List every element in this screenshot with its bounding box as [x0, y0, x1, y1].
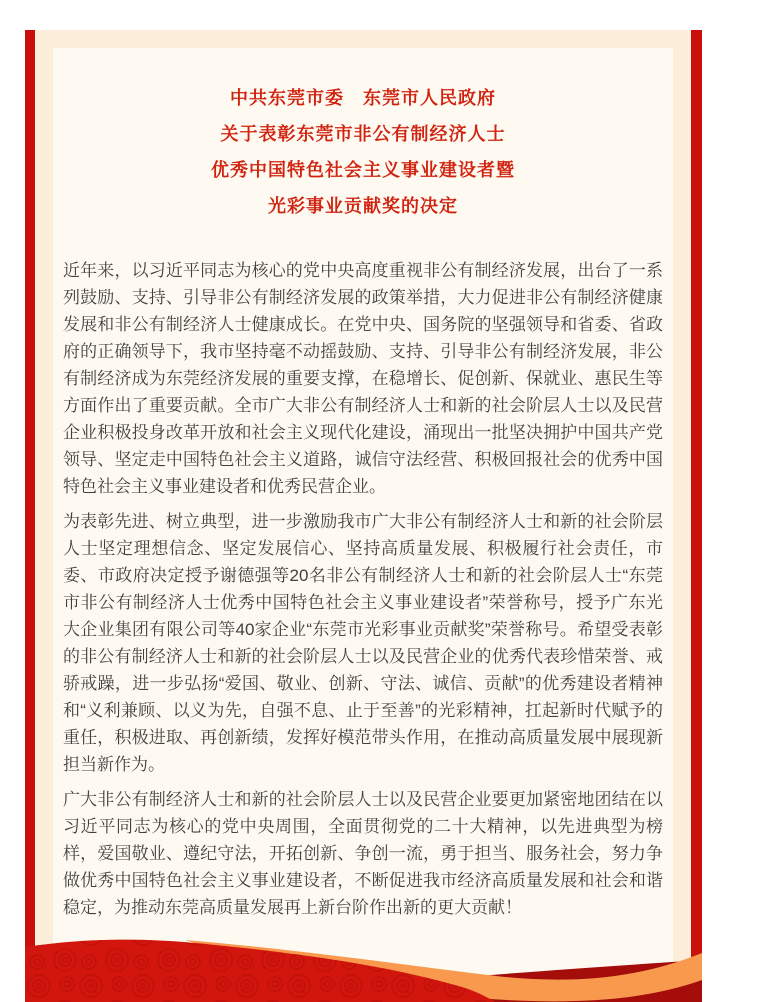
- document-title-line: 中共东莞市委 东莞市人民政府: [230, 88, 496, 108]
- cream-card: [35, 30, 691, 1002]
- body-paragraph: 为表彰先进、树立典型，进一步激励我市广大非公有制经济人士和新的社会阶层人士坚定理想信念、坚定发展信心、坚持高质量发展、积极履行社会责任，市委、市政府决定授予谢德强等20名非公有制经济人士和新的社会阶层人士“东莞市非公有制经济人士优秀中国特色社会主义事业建设者”荣誉称号，授予广东光大企业集团有限公司等40家企业“东莞市光彩事业贡献奖”荣誉称号。希望受表彰的非公有制经济人士和新的社会阶层人士以及民营企业的优秀代表珍惜荣誉、戒骄戒躁，进一步弘扬“爱国、敬业、创新、守法、诚信、贡献”的优秀建设者精神和“义利兼顾、以义为先，自强不息、止于至善”的光彩精神，扛起新时代赋予的重任，积极进取、再创新绩，发挥好模范带头作用，在推动高质量发展中展现新担当新作为。: [63, 512, 663, 774]
- document-title-line: 优秀中国特色社会主义事业建设者暨: [211, 160, 515, 180]
- body-paragraph: 广大非公有制经济人士和新的社会阶层人士以及民营企业要更加紧密地团结在以习近平同志为核心的党中央周围，全面贯彻党的二十大精神，以先进典型为榜样，爱国敬业、遵纪守法，开拓创新、争创一流，勇于担当、服务社会，努力争做优秀中国特色社会主义事业建设者，不断促进我市经济高质量发展和社会和谐稳定，为推动东莞高质量发展再上新台阶作出新的更大贡献！: [63, 790, 663, 917]
- document-title-line: 关于表彰东莞市非公有制经济人士: [220, 124, 506, 144]
- document-title: [53, 48, 673, 224]
- document-title-line: 光彩事业贡献奖的决定: [268, 196, 458, 216]
- document-body: [53, 257, 673, 921]
- body-paragraph: 近年来，以习近平同志为核心的党中央高度重视非公有制经济发展，出台了一系列鼓励、支持、引导非公有制经济发展的政策举措，大力促进非公有制经济健康发展和非公有制经济人士健康成长。在党中央、国务院的坚强领导和省委、省政府的正确领导下，我市坚持毫不动摇鼓励、支持、引导非公有制经济发展，非公有制经济成为东莞经济发展的重要支撑，在稳增长、促创新、保就业、惠民生等方面作出了重要贡献。全市广大非公有制经济人士和新的社会阶层人士以及民营企业积极投身改革开放和社会主义现代化建设，涌现出一批坚决拥护中国共产党领导、坚定走中国特色社会主义道路，诚信守法经营、积极回报社会的优秀中国特色社会主义事业建设者和优秀民营企业。: [63, 261, 663, 496]
- bottom-wave-decoration: [25, 920, 702, 1002]
- content-panel: [53, 48, 673, 988]
